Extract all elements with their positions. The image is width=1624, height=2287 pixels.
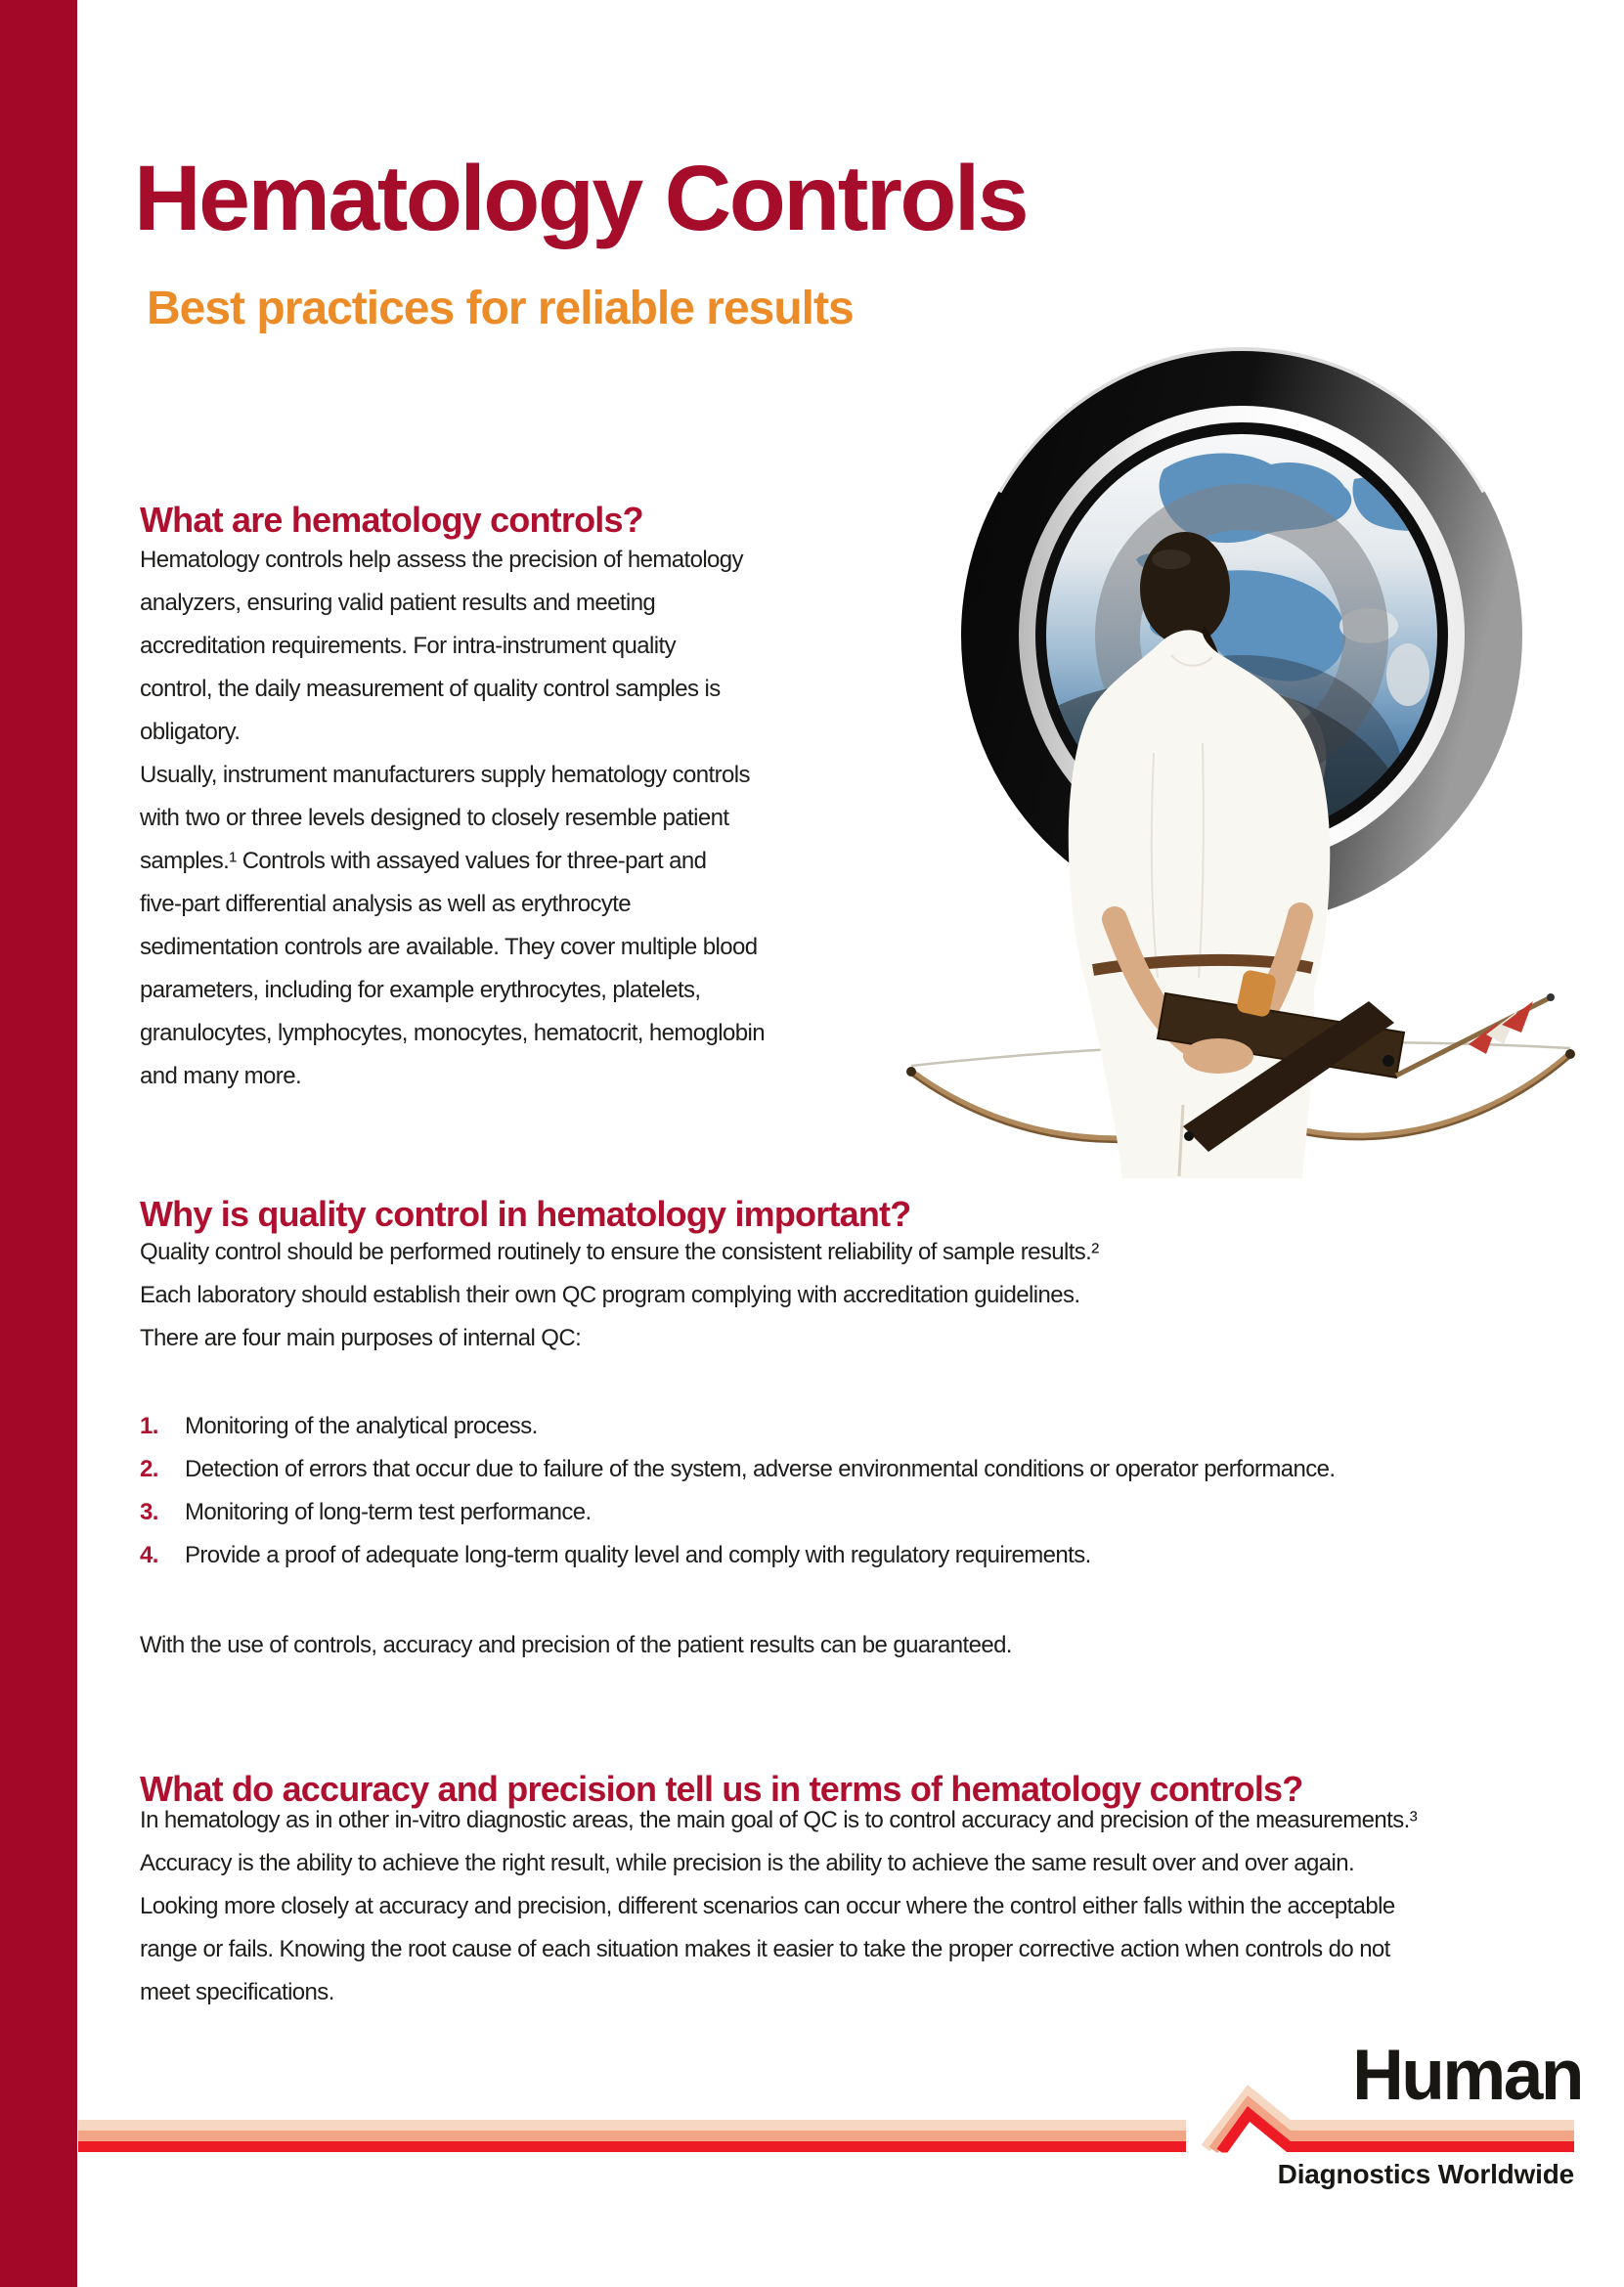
qc-purposes-list — [140, 1405, 1336, 1577]
body-line: parameters, including for example erythrocytes, platelets, — [140, 977, 701, 1003]
human-logo: Human — [1352, 2036, 1582, 2115]
section-body-what-are-controls — [140, 539, 765, 1098]
body-line: and many more. — [140, 1063, 302, 1089]
body-line: There are four main purposes of internal QC: — [140, 1325, 582, 1351]
list-item-number: 3. — [140, 1499, 158, 1525]
body-line: Each laboratory should establish their own QC program complying with accreditation guidelines. — [140, 1282, 1080, 1308]
section-body-why-qc-important — [140, 1231, 1099, 1360]
footer-tagline: Diagnostics Worldwide — [1277, 2159, 1574, 2189]
body-line: Hematology controls help assess the precision of hematology — [140, 547, 743, 573]
list-item-text: Monitoring of the analytical process. — [185, 1413, 538, 1439]
list-item — [140, 1405, 1336, 1448]
body-line: control, the daily measurement of quality control samples is — [140, 676, 721, 702]
body-line: meet specifications. — [140, 1979, 334, 2005]
archer-target-photo — [860, 332, 1603, 1181]
body-line: five-part differential analysis as well as erythrocyte — [140, 891, 632, 917]
body-line: sedimentation controls are available. They cover multiple blood — [140, 934, 758, 960]
body-line: granulocytes, lymphocytes, monocytes, hematocrit, hemoglobin — [140, 1020, 765, 1046]
list-item — [140, 1448, 1336, 1491]
page-title: Hematology Controls — [134, 147, 1028, 250]
list-item-text: Monitoring of long-term test performance. — [185, 1499, 592, 1525]
list-item-number: 4. — [140, 1542, 158, 1568]
section-heading-what-are-controls: What are hematology controls? — [140, 500, 643, 540]
body-line: Looking more closely at accuracy and precision, different scenarios can occur where the control either falls within the acceptable — [140, 1893, 1395, 1919]
section-closing-line: With the use of controls, accuracy and precision of the patient results can be guaranteed. — [140, 1632, 1012, 1658]
body-line: Quality control should be performed routinely to ensure the consistent reliability of sample results.² — [140, 1239, 1099, 1265]
body-line: Accuracy is the ability to achieve the right result, while precision is the ability to achieve the same result over and over again. — [140, 1850, 1355, 1876]
body-line: accreditation requirements. For intra-instrument quality — [140, 633, 676, 659]
section-heading-why-qc-important: Why is quality control in hematology important? — [140, 1194, 911, 1234]
section-heading-accuracy-precision: What do accuracy and precision tell us in terms of hematology controls? — [140, 1769, 1303, 1809]
body-line: analyzers, ensuring valid patient results and meeting — [140, 590, 656, 616]
list-item-number: 2. — [140, 1456, 158, 1482]
list-item — [140, 1491, 1336, 1534]
body-line: samples.¹ Controls with assayed values for three-part and — [140, 848, 707, 874]
body-line: obligatory. — [140, 719, 241, 745]
footer-stripes-chevron — [78, 2081, 1574, 2159]
list-item-number: 1. — [140, 1413, 158, 1439]
page-subtitle: Best practices for reliable results — [147, 283, 854, 334]
body-line: In hematology as in other in-vitro diagnostic areas, the main goal of QC is to control accuracy and precision of the measurements.³ — [140, 1807, 1418, 1833]
list-item — [140, 1534, 1336, 1577]
section-body-accuracy-precision — [140, 1799, 1417, 2014]
list-item-text: Detection of errors that occur due to failure of the system, adverse environmental conditions or operator performance. — [185, 1456, 1336, 1482]
body-line: range or fails. Knowing the root cause of each situation makes it easier to take the proper corrective action when controls do not — [140, 1936, 1390, 1962]
list-item-text: Provide a proof of adequate long-term quality level and comply with regulatory requirements. — [185, 1542, 1091, 1568]
body-line: Usually, instrument manufacturers supply hematology controls — [140, 762, 750, 788]
brand-left-bar — [0, 0, 77, 2287]
body-line: with two or three levels designed to closely resemble patient — [140, 805, 729, 831]
